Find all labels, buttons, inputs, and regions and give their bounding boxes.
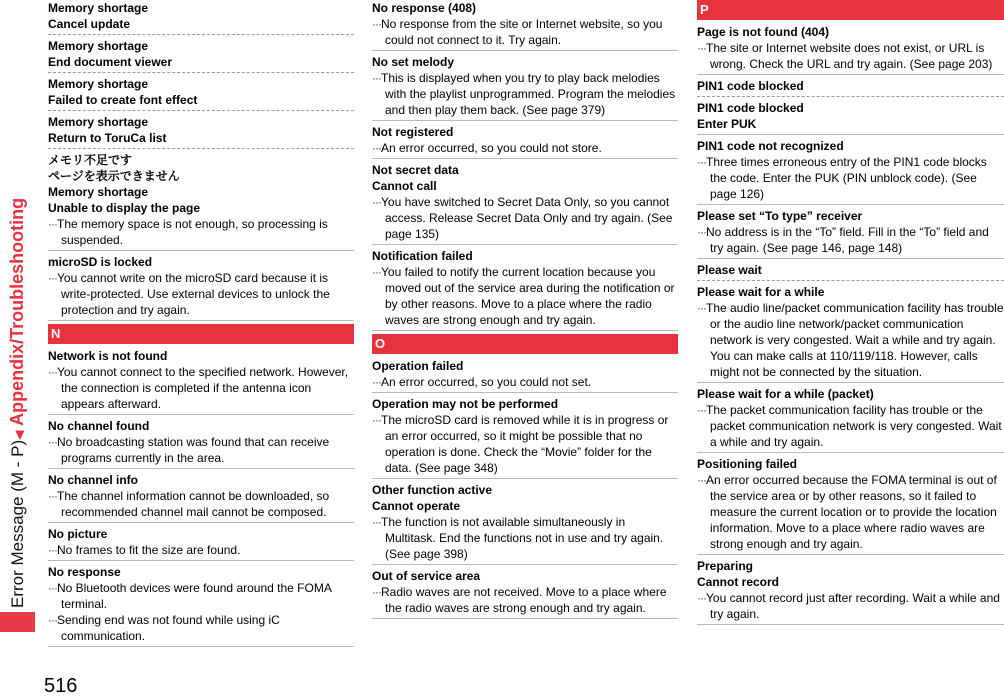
error-title: Unable to display the page	[48, 201, 201, 215]
error-entry	[372, 248, 678, 331]
error-entry	[48, 348, 354, 415]
error-entry	[697, 24, 1004, 75]
error-title: No picture	[48, 527, 108, 541]
error-title: Network is not found	[48, 349, 168, 363]
error-title: Memory shortage	[48, 185, 149, 199]
error-title: Cannot operate	[372, 499, 461, 513]
error-entry	[48, 114, 354, 149]
error-description: ···The function is not available simultaneously in Multitask. End the functions not in use and try again. (See page 398)	[372, 515, 664, 561]
error-description: ···This is displayed when you try to play back melodies with the playlist unprogrammed. Program the melodies and then play them back. (See page 379)	[372, 71, 676, 117]
column-3	[697, 0, 1004, 628]
error-description: ···The channel information cannot be downloaded, so recommended channel mail cannot be composed.	[48, 489, 330, 519]
error-description: ···The site or Internet website does not exist, or URL is wrong. Check the URL and try again. (See page 203)	[697, 41, 993, 71]
error-title: Preparing	[697, 559, 754, 573]
side-tab-label	[2, 8, 32, 608]
error-title: Memory shortage	[48, 115, 149, 129]
error-entry	[372, 568, 678, 619]
side-tab-marker	[0, 612, 35, 632]
error-description: ···You cannot connect to the specified network. However, the connection is completed if the antenna icon appears afterward.	[48, 365, 349, 411]
error-description: ···You have switched to Secret Data Only, so you cannot access. Release Secret Data Only and try again. (See page 135)	[372, 195, 673, 241]
error-title: Operation failed	[372, 359, 464, 373]
error-entry	[372, 54, 678, 121]
error-entry	[372, 124, 678, 159]
error-title: No channel info	[48, 473, 138, 487]
error-description: ···No frames to fit the size are found.	[48, 543, 241, 557]
error-entry	[697, 100, 1004, 135]
error-description: ···No response from the site or Internet website, so you could not connect to it. Try again.	[372, 17, 663, 47]
error-description: ···An error occurred because the FOMA terminal is out of the service area or by other reasons, so it failed to measure the current location or to provide the location information. Move to a place where radio waves are strong enough and try again.	[697, 473, 997, 551]
error-entry	[48, 254, 354, 321]
error-title: Enter PUK	[697, 117, 757, 131]
error-title: Page is not found (404)	[697, 25, 830, 39]
error-title: Not registered	[372, 125, 454, 139]
error-entry	[697, 208, 1004, 259]
error-entry	[697, 138, 1004, 205]
error-title: No response	[48, 565, 121, 579]
error-entry	[372, 482, 678, 565]
error-title: Memory shortage	[48, 77, 149, 91]
error-entry	[372, 358, 678, 393]
error-entry	[372, 162, 678, 245]
error-entry	[697, 262, 1004, 281]
error-title: Other function active	[372, 483, 493, 497]
error-title: Notification failed	[372, 249, 473, 263]
error-title: Failed to create font effect	[48, 93, 198, 107]
error-entry	[48, 526, 354, 561]
side-subtitle: Error Message (M - P)	[8, 439, 27, 608]
page-number: 516	[44, 675, 78, 697]
error-description: ···No address is in the “To” field. Fill in the “To” field and try again. (See page 146, page 148)	[697, 225, 989, 255]
error-title: Not secret data	[372, 163, 459, 177]
error-entry	[48, 564, 354, 647]
column-1	[48, 0, 354, 650]
error-title: No set melody	[372, 55, 455, 69]
error-title: Memory shortage	[48, 39, 149, 53]
error-description: ···The packet communication facility has trouble or the packet communication network is very congested. Wait a while and try again.	[697, 403, 1002, 449]
section-header-o: O	[372, 334, 678, 354]
error-entry	[372, 0, 678, 51]
error-description: ···You cannot record just after recording. Wait a while and try again.	[697, 591, 1000, 621]
section-header-p: P	[697, 0, 1004, 20]
column-2	[372, 0, 678, 622]
error-title: PIN1 code not recognized	[697, 139, 844, 153]
error-description: ···The memory space is not enough, so processing is suspended.	[48, 217, 328, 247]
error-title: PIN1 code blocked	[697, 79, 804, 93]
error-entry	[48, 76, 354, 111]
error-title: Please wait for a while	[697, 285, 825, 299]
error-entry	[48, 0, 354, 35]
error-entry	[697, 284, 1004, 383]
error-description: ···No Bluetooth devices were found around the FOMA terminal.	[48, 581, 332, 611]
error-title: No response (408)	[372, 1, 477, 15]
error-title: No channel found	[48, 419, 150, 433]
error-description: ···The audio line/packet communication facility has trouble or the audio line network/packet communication network is very congested. Wait a while and try again. You can make calls at 110/119/118. However, calls might not be connected by the situation.	[697, 301, 1004, 379]
error-description: ···Sending end was not found while using iC communication.	[48, 613, 280, 643]
error-description: ···No broadcasting station was found that can receive programs currently in the area.	[48, 435, 330, 465]
error-title: Please set “To type” receiver	[697, 209, 863, 223]
error-description: ···You cannot write on the microSD card because it is write-protected. Use external devices to unlock the protection and try again.	[48, 271, 330, 317]
error-entry	[48, 38, 354, 73]
section-header-n: N	[48, 324, 354, 344]
error-title: Operation may not be performed	[372, 397, 559, 411]
error-entry	[697, 456, 1004, 555]
error-description: ···Three times erroneous entry of the PIN1 code blocks the code. Enter the PUK (PIN unblock code). (See page 126)	[697, 155, 987, 201]
error-title: ページを表示できません	[48, 169, 180, 183]
error-description: ···An error occurred, so you could not store.	[372, 141, 602, 155]
side-arrow-icon: ◀	[12, 430, 26, 440]
error-entry	[48, 472, 354, 523]
error-description: ···The microSD card is removed while it is in progress or an error occurred, so it might be possible that no operation is done. Check the “Movie” folder for the data. (See page 348)	[372, 413, 669, 475]
error-description: ···You failed to notify the current location because you moved out of the service area during the notification or by other reasons. Move to a place where the radio waves are strong enough and try again.	[372, 265, 675, 327]
error-title: Return to ToruCa list	[48, 131, 167, 145]
side-section-title: Appendix/Troubleshooting	[7, 197, 27, 426]
error-description: ···An error occurred, so you could not set.	[372, 375, 592, 389]
error-title: microSD is locked	[48, 255, 153, 269]
error-title: Cannot record	[697, 575, 780, 589]
error-title: Please wait	[697, 263, 762, 277]
error-entry	[372, 396, 678, 479]
error-title: Out of service area	[372, 569, 481, 583]
error-title: PIN1 code blocked	[697, 101, 804, 115]
error-title: Positioning failed	[697, 457, 798, 471]
error-entry	[697, 558, 1004, 625]
error-title: Cannot call	[372, 179, 437, 193]
error-entry	[697, 78, 1004, 97]
error-entry	[48, 152, 354, 251]
error-title: メモリ不足です	[48, 153, 133, 167]
error-description: ···Radio waves are not received. Move to a place where the radio waves are strong enough and try again.	[372, 585, 667, 615]
error-title: End document viewer	[48, 55, 173, 69]
error-title: Please wait for a while (packet)	[697, 387, 874, 401]
error-entry	[48, 418, 354, 469]
error-entry	[697, 386, 1004, 453]
error-title: Memory shortage	[48, 1, 149, 15]
error-title: Cancel update	[48, 17, 131, 31]
